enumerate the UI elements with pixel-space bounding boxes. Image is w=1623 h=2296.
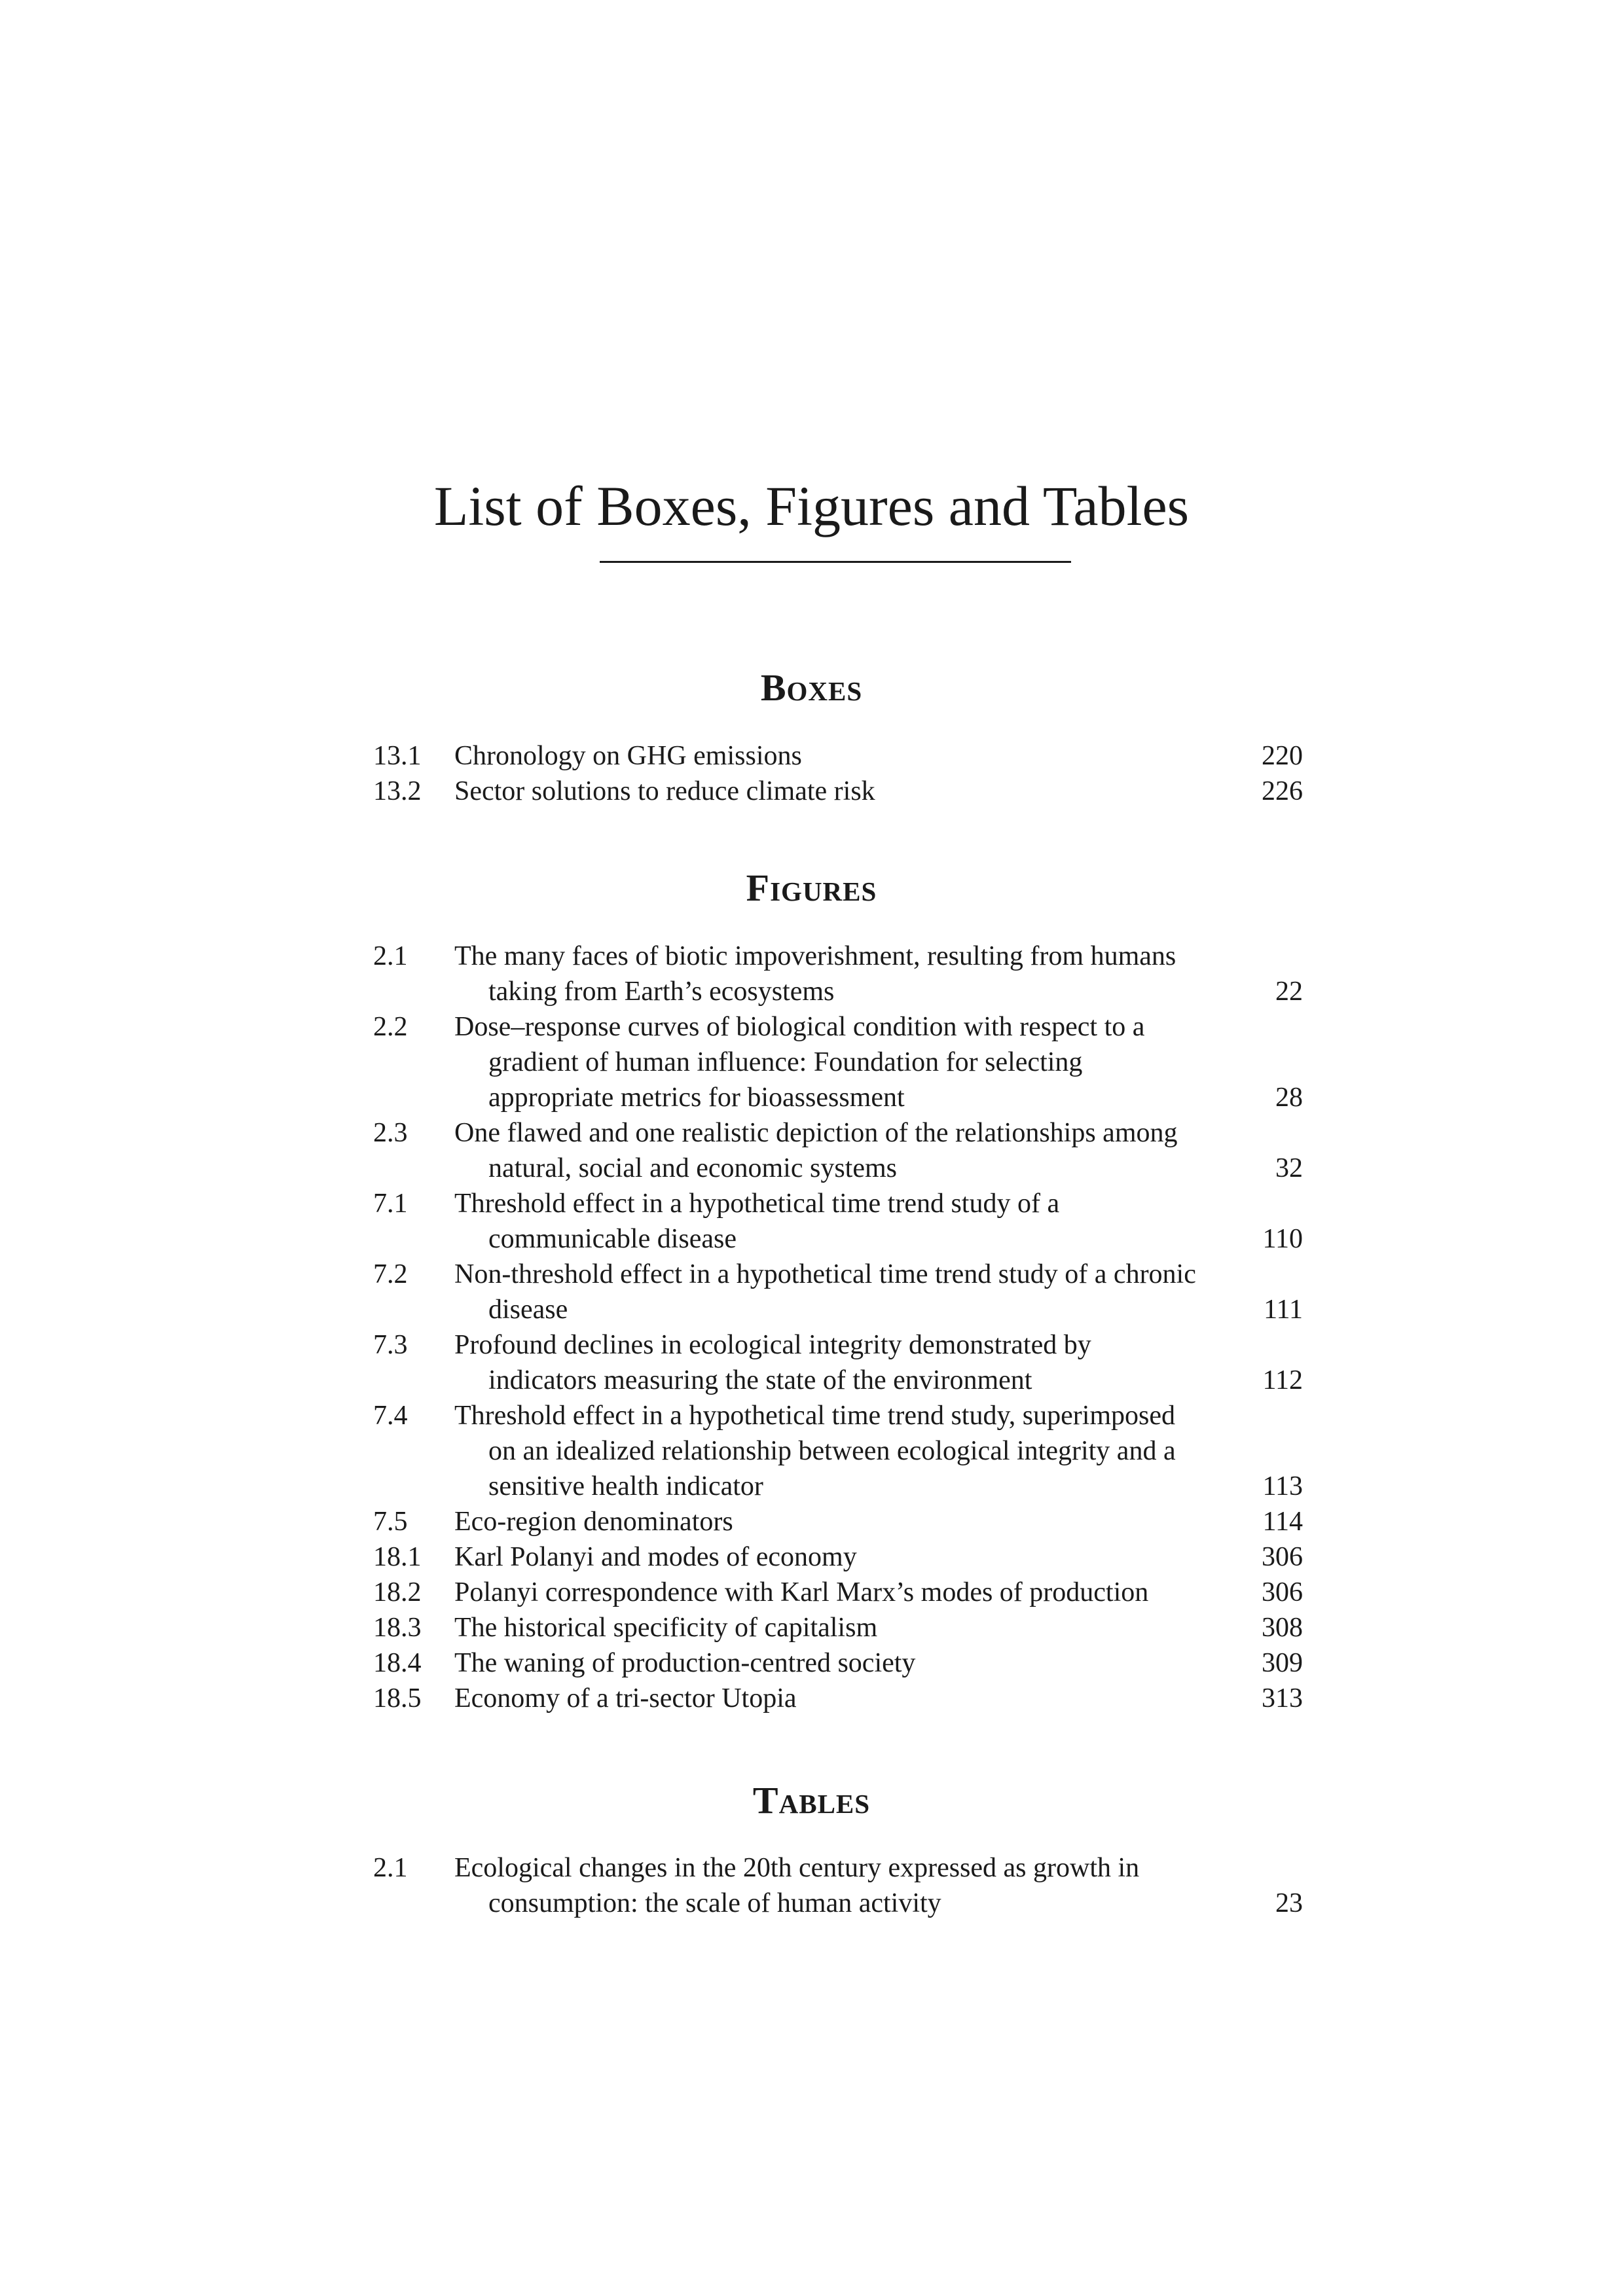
entry-page-number: 22	[1275, 977, 1303, 1007]
entry-page-number: 226	[1262, 776, 1303, 806]
entry-number: 7.1	[373, 1189, 408, 1219]
entry-page-number: 113	[1262, 1471, 1303, 1501]
figures-heading: Figures	[746, 867, 877, 909]
entry-number: 2.1	[373, 941, 408, 971]
list-item	[373, 738, 1303, 774]
entry-page-number: 306	[1262, 1542, 1303, 1572]
tables-list	[373, 1850, 1303, 1921]
list-item	[373, 1504, 1303, 1539]
title-rule	[600, 561, 1071, 563]
entry-title: Dose–response curves of biological condition with respect to a gradient of human influence: Foundation for selecting appropriate metrics for bioassessment	[454, 1012, 1145, 1113]
list-item	[373, 1539, 1303, 1575]
list-item	[373, 1009, 1303, 1115]
entry-title: The waning of production-centred society	[454, 1648, 916, 1678]
entry-title: One flawed and one realistic depiction of the relationships among natural, social and economic systems	[454, 1118, 1178, 1183]
entry-title: The historical specificity of capitalism	[454, 1613, 878, 1643]
list-item	[373, 1850, 1303, 1921]
entry-page-number: 112	[1262, 1365, 1303, 1395]
entry-page-number: 309	[1262, 1648, 1303, 1678]
entry-page-number: 114	[1262, 1507, 1303, 1537]
entry-page-number: 111	[1264, 1295, 1303, 1325]
entry-page-number: 28	[1275, 1083, 1303, 1113]
boxes-heading: Boxes	[760, 666, 863, 709]
entry-title: The many faces of biotic impoverishment, resulting from humans taking from Earth’s ecosystems	[454, 941, 1176, 1007]
page-title: List of Boxes, Figures and Tables	[433, 475, 1190, 537]
entry-number: 7.5	[373, 1507, 408, 1537]
entry-page-number: 308	[1262, 1613, 1303, 1643]
list-item	[373, 1115, 1303, 1186]
entry-page-number: 32	[1275, 1153, 1303, 1183]
entry-title: Ecological changes in the 20th century expressed as growth in consumption: the scale of human activity	[454, 1853, 1140, 1918]
entry-number: 18.5	[373, 1683, 422, 1713]
list-item	[373, 1645, 1303, 1681]
list-item	[373, 1186, 1303, 1257]
entry-page-number: 110	[1262, 1224, 1303, 1254]
entry-number: 2.1	[373, 1853, 408, 1883]
entry-page-number: 313	[1262, 1683, 1303, 1713]
list-item	[373, 1575, 1303, 1610]
entry-page-number: 23	[1275, 1888, 1303, 1918]
entry-title: Profound declines in ecological integrity demonstrated by indicators measuring the state of the environment	[454, 1330, 1091, 1395]
list-item	[373, 1257, 1303, 1327]
list-item	[373, 1327, 1303, 1398]
entry-number: 18.3	[373, 1613, 422, 1643]
list-item	[373, 1681, 1303, 1716]
list-item	[373, 1398, 1303, 1504]
entry-page-number: 306	[1262, 1577, 1303, 1607]
entry-number: 7.2	[373, 1259, 408, 1289]
entry-number: 18.2	[373, 1577, 422, 1607]
entry-title: Sector solutions to reduce climate risk	[454, 776, 875, 806]
entry-number: 2.2	[373, 1012, 408, 1042]
entry-number: 18.4	[373, 1648, 422, 1678]
entry-title: Economy of a tri-sector Utopia	[454, 1683, 797, 1713]
entry-title: Non-threshold effect in a hypothetical time trend study of a chronic disease	[454, 1259, 1196, 1325]
entry-number: 13.1	[373, 741, 422, 771]
entry-title: Threshold effect in a hypothetical time trend study, superimposed on an idealized relationship between ecological integrity and a sensitive health indicator	[454, 1401, 1176, 1501]
entry-title: Threshold effect in a hypothetical time trend study of a communicable disease	[454, 1189, 1060, 1254]
entry-number: 7.3	[373, 1330, 408, 1360]
list-item	[373, 774, 1303, 809]
list-item	[373, 939, 1303, 1009]
entry-number: 2.3	[373, 1118, 408, 1148]
figures-list	[373, 939, 1303, 1716]
entry-number: 13.2	[373, 776, 422, 806]
list-item	[373, 1610, 1303, 1645]
tables-heading: Tables	[752, 1779, 871, 1821]
entry-number: 7.4	[373, 1401, 408, 1431]
entry-title: Eco-region denominators	[454, 1507, 733, 1537]
entry-number: 18.1	[373, 1542, 422, 1572]
entry-title: Karl Polanyi and modes of economy	[454, 1542, 857, 1572]
entry-page-number: 220	[1262, 741, 1303, 771]
boxes-list	[373, 738, 1303, 809]
entry-title: Chronology on GHG emissions	[454, 741, 802, 771]
entry-title: Polanyi correspondence with Karl Marx’s modes of production	[454, 1577, 1149, 1607]
